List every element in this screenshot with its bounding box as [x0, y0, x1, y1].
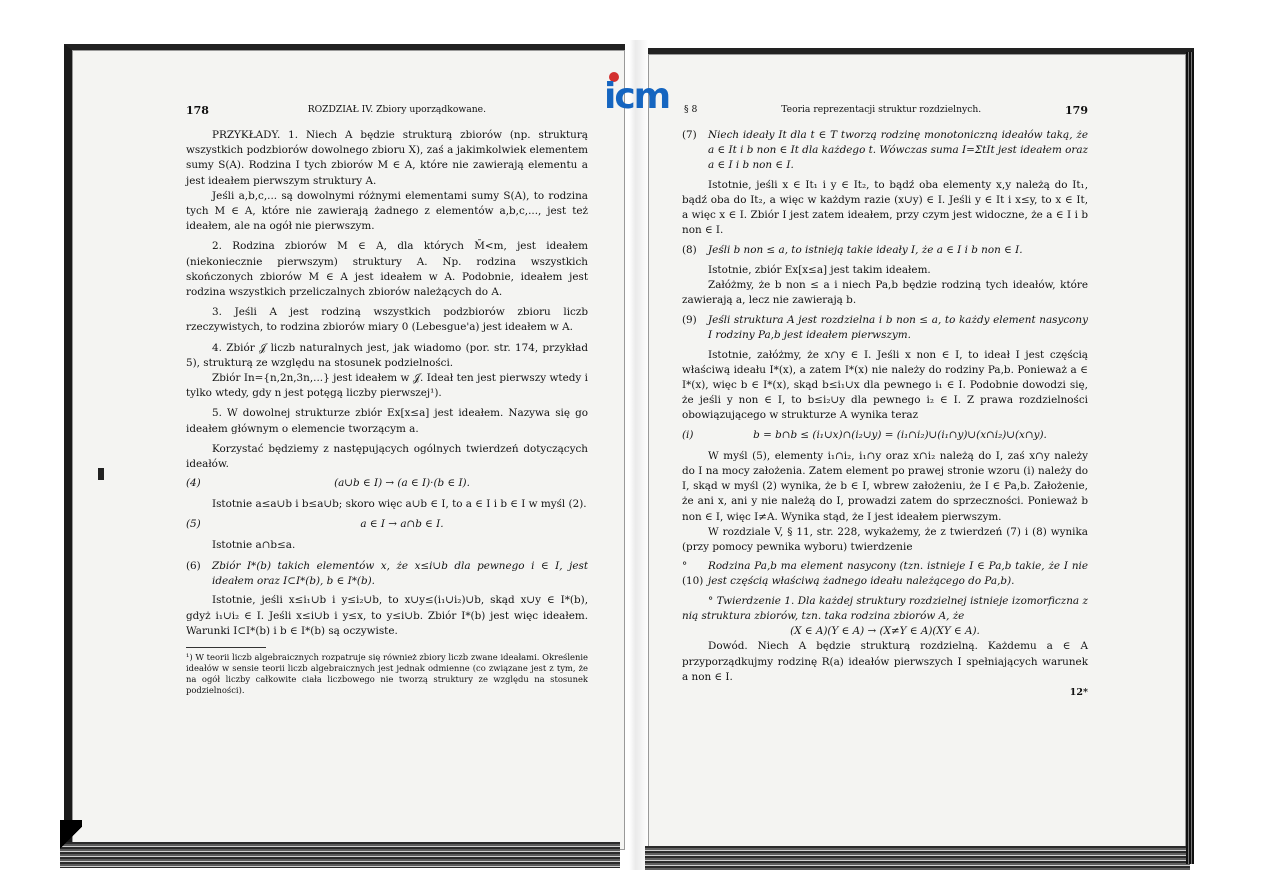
logo-text: icm — [604, 76, 670, 117]
footnote-rule — [186, 647, 266, 648]
statement-10 — [682, 559, 1088, 589]
statement-text: Zbiór I*(b) takich elementów x, że x≤i∪b dla pewnego i ∈ I, jest ideałem oraz I⊂I*(b), b ∈ I*(b). — [212, 560, 588, 588]
proof: Dowód. Niech A będzie strukturą rozdzielną. Każdemu a ∈ A przyporządkujmy rodzinę R(a) ideałów pierwszych I spełniających warunek a non ∈ I. — [682, 640, 1088, 683]
printer-signature: 12* — [1069, 686, 1088, 698]
icm-logo — [604, 70, 682, 116]
paragraph: Istotnie, jeśli x ∈ It₁ i y ∈ It₂, to bądź oba elementy x,y należą do It₁, bądź oba do It₂, a więc w każdym razie (x∪y) ∈ I. Jeśli y ∈ It i x≤y, to x ∈ It, a więc x ∈ I. Zbiór I jest zatem ideałem, przy czym jest widoczne, że a ∈ I i b non ∈ I. — [682, 178, 1088, 237]
paragraph: Zbiór In={n,2n,3n,...} jest ideałem w 𝒥. Ideał ten jest pierwszy wtedy i tylko wtedy, gdy n jest potęgą liczby pierwszej¹). — [186, 372, 588, 400]
equation-formula: b = b∩b ≤ (i₁∪x)∩(i₂∪y) = (i₁∩i₂)∪(i₁∩y)∪(x∩i₂)∪(x∩y). — [753, 428, 1047, 441]
margin-mark — [98, 468, 104, 480]
left-head-title: ROZDZIAŁ IV. Zbiory uporządkowane. — [307, 104, 486, 115]
paragraph: 2. Rodzina zbiorów M ∈ A, dla których M̄<m, jest ideałem (niekoniecznie pierwszym) struktury A. Np. rodzina wszystkich skończonych zbiorów M ∈ A jest ideałem w A. Podobnie, ideałem jest rodzina wszystkich przeliczalnych zbiorów należących do A. — [186, 240, 588, 299]
page-fold — [60, 820, 82, 870]
paragraph: Jeśli a,b,c,... są dowolnymi różnymi elementami sumy S(A), to rodzina tych M ∈ A, które nie zawierają żadnego z elementów a,b,c,..., jest też ideałem, ale na ogół nie pierwszym. — [186, 189, 588, 233]
statement-label: (6) — [186, 560, 201, 573]
equation-formula: (a∪b ∈ I) → (a ∈ I)·(b ∈ I). — [334, 477, 470, 490]
paragraph: Korzystać będziemy z następujących ogólnych twierdzeń dotyczących ideałów. — [186, 442, 588, 471]
paragraph: Istotnie, załóżmy, że x∩y ∈ I. Jeśli x non ∈ I, to ideał I jest częścią właściwą ideału I*(x), a zatem I*(x) nie należy do rodziny Pa,b. Ponieważ a ∈ I*(x), więc b ∈ I*(x), skąd b≤i₁∪x dla pewnego i₁ ∈ I. Podobnie dowodzi się, że jeśli y non ∈ I, to b≤i₂∪y dla pewnego i₂ ∈ I. Z prawa rozdzielności obowiązującego w strukturze A wynika teraz — [682, 348, 1088, 422]
right-head-title: Teoria reprezentacji struktur rozdzielnych. — [781, 104, 982, 115]
paragraph: Istotnie a∩b≤a. — [212, 538, 296, 551]
paragraph: Istotnie a≤a∪b i b≤a∪b; skoro więc a∪b ∈ I, to a ∈ I i b ∈ I w myśl (2). — [212, 498, 587, 511]
right-page-number: 179 — [1065, 104, 1088, 117]
paragraph: Załóżmy, że b non ≤ a i niech Pa,b będzie rodziną tych ideałów, które zawierają a, lecz nie zawierają b. — [682, 278, 1088, 307]
statement-text: Niech ideały It dla t ∈ T tworzą rodzinę monotoniczną ideałów taką, że a ∈ It i b non ∈ It dla każdego t. Wówczas suma I=ΣtIt jest ideałem oraz a ∈ I i b non ∈ I. — [708, 129, 1089, 172]
right-page-edge — [645, 846, 1190, 870]
statement-6 — [186, 559, 588, 589]
right-running-head — [684, 104, 1088, 117]
statement-text: Jeśli struktura A jest rozdzielna i b non ≤ a, to każdy element nasycony I rodziny Pa,b jest ideałem pierwszym. — [708, 314, 1088, 342]
paragraph: 3. Jeśli A jest rodziną wszystkich podzbiorów zbioru liczb rzeczywistych, to rodzina zbiorów miary 0 (Lebesgue'a) jest ideałem w A. — [186, 306, 588, 334]
equation-label: (4) — [186, 477, 201, 490]
theorem-formula: (X ∈ A)(Y ∈ A) → (X≠Y ∈ A)(XY ∈ A). — [790, 625, 980, 638]
paragraph: Istotnie, jeśli x≤i₁∪b i y≤i₂∪b, to x∪y≤(i₁∪i₂)∪b, skąd x∪y ∈ I*(b), gdyż i₁∪i₂ ∈ I. Jeśli x≤i∪b i y≤x, to y≤i∪b. Zbiór I*(b) jest więc ideałem. Warunki I⊂I*(b) i b ∈ I*(b) są oczywiste. — [186, 594, 588, 637]
statement-label: (8) — [682, 244, 697, 257]
statement-7 — [682, 128, 1088, 174]
statement-label: °(10) — [682, 560, 704, 588]
equation-label: (i) — [682, 428, 694, 441]
theorem: ° Twierdzenie 1. Dla każdej struktury rozdzielnej istnieje izomorficzna z nią struktura zbiorów, tzn. taka rodzina zbiorów A, że — [682, 594, 1088, 622]
paragraph: 4. Zbiór 𝒥 liczb naturalnych jest, jak wiadomo (por. str. 174, przykład 5), strukturą ze względu na stosunek podzielności. — [186, 341, 588, 369]
paragraph: PRZYKŁADY. 1. Niech A będzie strukturą zbiorów (np. strukturą wszystkich podzbiorów dowolnego zbioru X), zaś a jakimkolwiek elementem sumy S(A). Rodzina I tych zbiorów M ∈ A, które nie zawierają elementu a jest ideałem pierwszym struktury A. — [186, 129, 588, 187]
left-page-edge — [60, 842, 620, 868]
section-mark: § 8 — [684, 104, 698, 115]
statement-8 — [682, 243, 1088, 258]
equation-5 — [186, 517, 588, 532]
equation-label: (5) — [186, 517, 201, 530]
equation-4 — [186, 476, 588, 491]
left-running-head — [186, 104, 486, 117]
paragraph: W rozdziale V, § 11, str. 228, wykażemy, że z twierdzeń (7) i (8) wynika (przy pomocy pewnika wyboru) twierdzenie — [682, 525, 1088, 554]
left-page-text — [186, 128, 588, 696]
paragraph: Istotnie, zbiór Ex[x≤a] jest takim ideałem. — [708, 263, 931, 276]
footnote: ¹) W teorii liczb algebraicznych rozpatruje się również zbiory liczb zwane ideałami. Określenie ideałów w sensie teorii liczb algebraicznych jest jednak odmienne (co związane jest z tym, że na ogół liczby całkowite ciała liczbowego nie tworzą struktury ze względu na stosunek podzielności). — [186, 652, 588, 696]
statement-label: (9) — [682, 314, 697, 327]
statement-text: Rodzina Pa,b ma element nasycony (tzn. istnieje I ∈ Pa,b takie, że I nie jest częścią właściwą żadnego ideału należącego do Pa,b). — [708, 560, 1088, 588]
right-page-text — [682, 128, 1088, 700]
paragraph: W myśl (5), elementy i₁∩i₂, i₁∩y oraz x∩i₂ należą do I, zaś x∩y należy do I na mocy założenia. Zatem element po prawej stronie wzoru (i) należy do I, skąd w myśl (2) wynika, że b ∈ I, wbrew założeniu, że I ∈ Pa,b. Założenie, że ani x, ani y nie należą do I, prowadzi zatem do sprzeczności. Ponieważ b non ∈ I, więc I≠A. Wynika stąd, że I jest ideałem pierwszym. — [682, 449, 1088, 523]
statement-label: (7) — [682, 129, 697, 141]
paragraph: 5. W dowolnej strukturze zbiór Ex[x≤a] jest ideałem. Nazywa się go ideałem głównym o elemencie tworzącym a. — [186, 407, 588, 435]
statement-9 — [682, 313, 1088, 343]
left-page-number: 178 — [186, 104, 209, 117]
equation-i — [682, 428, 1088, 443]
right-book-edge — [1186, 52, 1194, 864]
statement-text: Jeśli b non ≤ a, to istnieją takie ideały I, że a ∈ I i b non ∈ I. — [708, 244, 1023, 257]
equation-formula: a ∈ I → a∩b ∈ I. — [360, 517, 444, 530]
